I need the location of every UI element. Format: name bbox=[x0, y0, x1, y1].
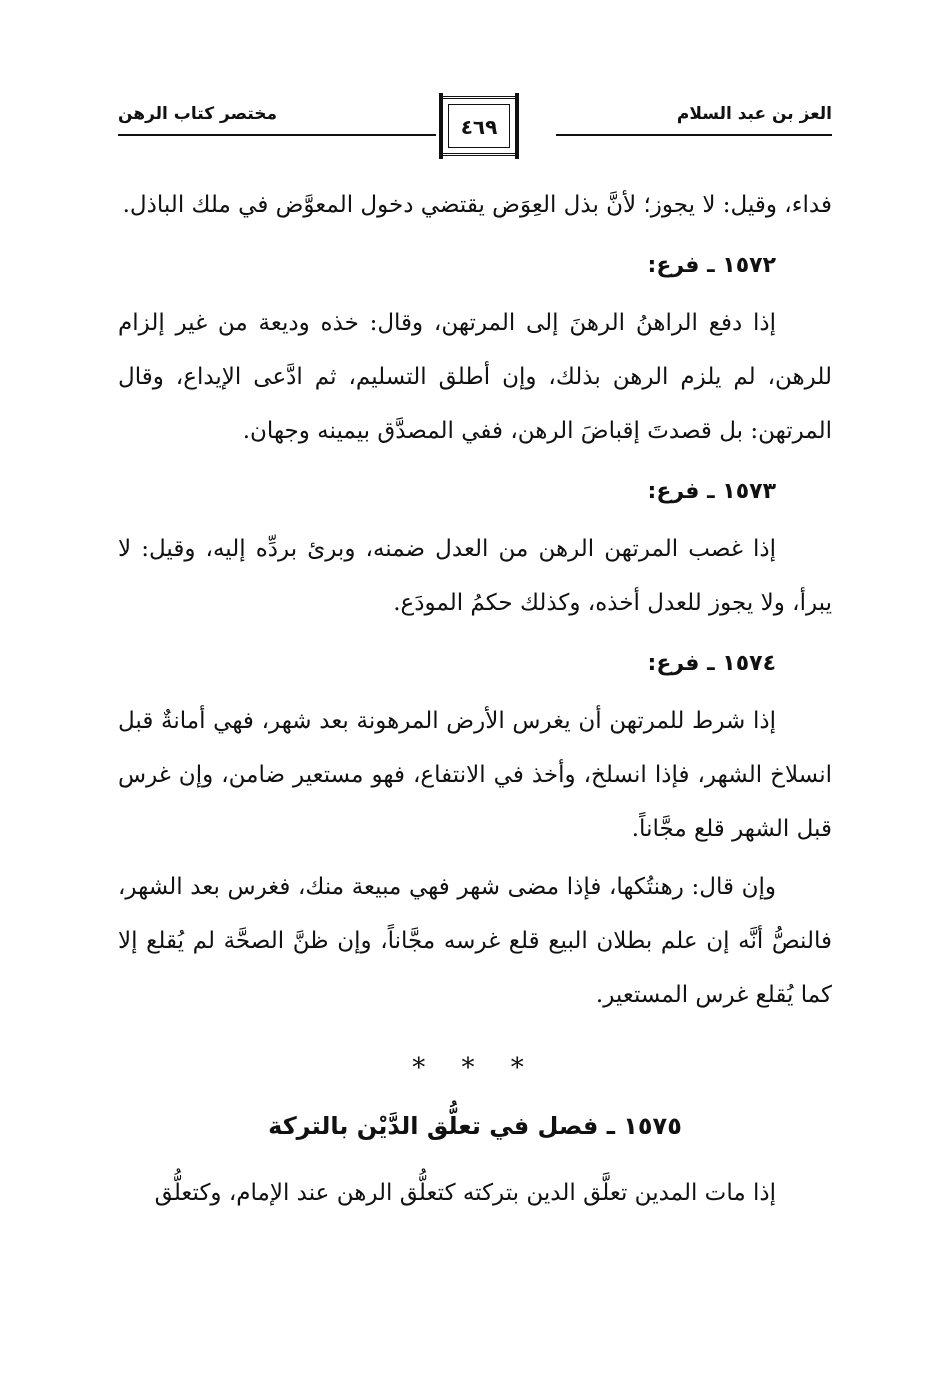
section-separator-stars: * * * bbox=[412, 1053, 538, 1083]
paragraph-1574-a: إذا شرط للمرتهن أن يغرس الأرض المرهونة بعد شهر، فهي أمانةٌ قبل انسلاخ الشهر، فإذا انسلخ، وأخذ في الانتفاع، فهو مستعير ضامن، وإن غرس قبل الشهر قلع مجَّاناً. bbox=[118, 708, 832, 842]
header-rule-right bbox=[556, 134, 832, 136]
header-book-title: مختصر كتاب الرهن bbox=[118, 104, 278, 124]
section-heading-1575: ١٥٧٥ ـ فصل في تعلُّق الدَّيْن بالتركة bbox=[268, 1112, 682, 1140]
paragraph-1574-b: وإن قال: رهنتُكها، فإذا مضى شهر فهي مبيعة منك، فغرس بعد الشهر، فالنصُّ أنَّه إن علم بطلان البيع قلع غرسه مجَّاناً، وإن ظنَّ الصحَّة لم يُقلع إلا كما يُقلع غرس المستعير. bbox=[118, 874, 832, 1008]
branch-heading-1573: ١٥٧٣ ـ فرع: bbox=[647, 479, 776, 504]
paragraph-1572: إذا دفع الراهنُ الرهنَ إلى المرتهن، وقال: خذه وديعة من غير إلزام للرهن، لم يلزم الرهن بذلك، وإن أطلق التسليم، ثم ادَّعى الإيداع، وقال المرتهن: بل قصدتَ إقباضَ الرهن، ففي المصدَّق بيمينه وجهان. bbox=[118, 310, 832, 444]
page-body bbox=[118, 178, 832, 1220]
header-rule-left bbox=[118, 134, 436, 136]
page-number: ٤٦٩ bbox=[460, 115, 498, 139]
branch-heading-1572: ١٥٧٢ ـ فرع: bbox=[647, 253, 776, 278]
branch-heading-1574: ١٥٧٤ ـ فرع: bbox=[647, 651, 776, 676]
paragraph-1573: إذا غصب المرتهن الرهن من العدل ضمنه، وبرئ بردِّه إليه، وقيل: لا يبرأ، ولا يجوز للعدل أخذه، وكذلك حكمُ المودَع. bbox=[118, 536, 832, 616]
paragraph-1575: إذا مات المدين تعلَّق الدين بتركته كتعلُّق الرهن عند الإمام، وكتعلُّق bbox=[154, 1180, 776, 1206]
paragraph-continuation: فداء، وقيل: لا يجوز؛ لأنَّ بذل العِوَض يقتضي دخول المعوَّض في ملك الباذل. bbox=[122, 192, 832, 218]
page-number-frame bbox=[440, 96, 518, 156]
running-header bbox=[118, 96, 832, 168]
header-author: العز بن عبد السلام bbox=[676, 104, 832, 124]
